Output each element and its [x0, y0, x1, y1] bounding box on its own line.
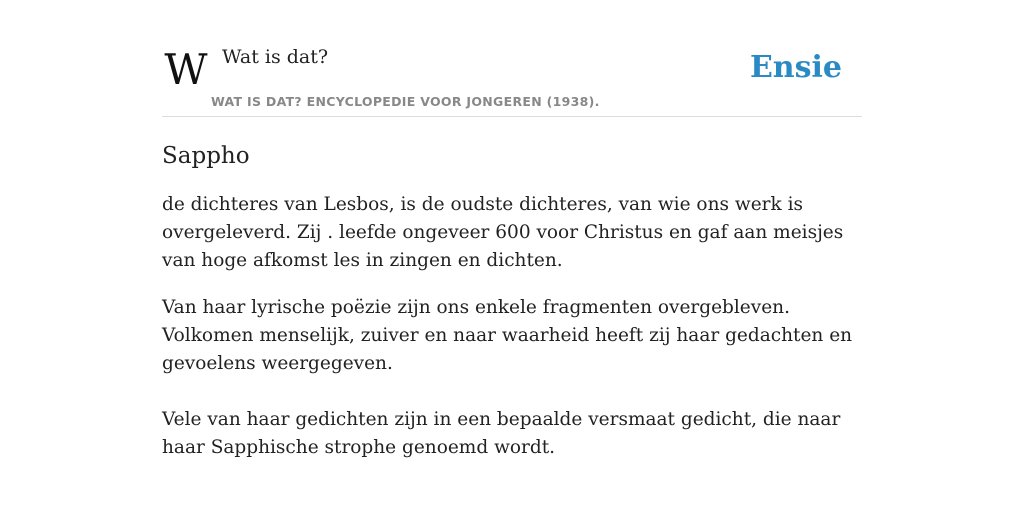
- page-container: [162, 0, 862, 462]
- brand-link[interactable]: Ensie: [749, 50, 842, 85]
- article-title: Sappho: [162, 143, 250, 169]
- article-paragraph: de dichteres van Lesbos, is de oudste dichteres, van wie ons werk is overgeleverd. Zij . leefde ongeveer 600 voor Christus en gaf aan meisjes van hoge afkomst les in zingen en dichten.: [162, 194, 844, 271]
- header: [162, 0, 862, 117]
- wikipedia-w-icon[interactable]: [164, 50, 208, 90]
- site-title[interactable]: Wat is dat?: [222, 46, 329, 68]
- article-paragraph: Vele van haar gedichten zijn in een bepaalde versmaat gedicht, die naar haar Sapphische strophe genoemd wordt.: [162, 409, 841, 458]
- article-paragraph: Van haar lyrische poëzie zijn ons enkele fragmenten overgebleven. Volkomen menselijk, zuiver en naar waarheid heeft zij haar gedachten en gevoelens weergegeven.: [162, 297, 853, 374]
- site-subtitle: WAT IS DAT? ENCYCLOPEDIE VOOR JONGEREN (1938).: [211, 94, 600, 109]
- svg-text:W: W: [164, 50, 208, 90]
